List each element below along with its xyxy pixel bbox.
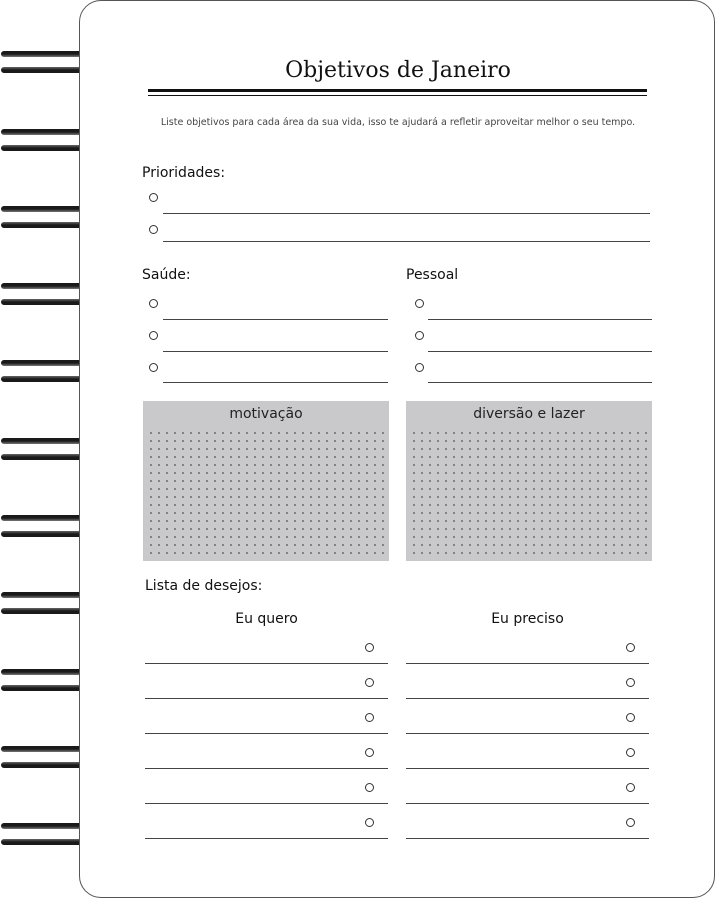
saude-line-1[interactable] [163, 319, 388, 320]
eu-preciso-checkbox[interactable] [626, 783, 635, 792]
eu-quero-line[interactable] [145, 663, 388, 664]
prioridade-line-2[interactable] [163, 241, 650, 242]
prioridade-checkbox-1[interactable] [149, 193, 158, 202]
title-rule-thick [148, 89, 647, 92]
eu-preciso-line[interactable] [406, 663, 649, 664]
eu-preciso-checkbox[interactable] [626, 678, 635, 687]
motivacao-box[interactable] [143, 401, 389, 561]
eu-preciso-line[interactable] [406, 768, 649, 769]
pessoal-checkbox-1[interactable] [415, 299, 424, 308]
eu-preciso-line[interactable] [406, 698, 649, 699]
eu-quero-line[interactable] [145, 733, 388, 734]
page-subtitle: Liste objetivos para cada área da sua vida, isso te ajudará a refletir aproveitar melhor o seu tempo. [160, 117, 636, 128]
saude-line-2[interactable] [163, 351, 388, 352]
eu-quero-checkbox[interactable] [365, 783, 374, 792]
saude-heading: Saúde: [142, 267, 191, 283]
eu-quero-checkbox[interactable] [365, 818, 374, 827]
motivacao-title: motivação [229, 406, 303, 422]
pessoal-heading: Pessoal [406, 267, 459, 283]
saude-checkbox-2[interactable] [149, 331, 158, 340]
diversao-title: diversão e lazer [473, 406, 585, 422]
prioridades-heading: Prioridades: [142, 165, 226, 181]
pessoal-checkbox-3[interactable] [415, 363, 424, 372]
saude-checkbox-3[interactable] [149, 363, 158, 372]
pessoal-line-2[interactable] [428, 351, 652, 352]
motivacao-dot-grid [147, 429, 385, 557]
pessoal-checkbox-2[interactable] [415, 331, 424, 340]
diversao-dot-grid [410, 429, 648, 557]
diversao-box[interactable] [406, 401, 652, 561]
eu-preciso-checkbox[interactable] [626, 713, 635, 722]
eu-quero-line[interactable] [145, 698, 388, 699]
eu-preciso-heading: Eu preciso [491, 611, 564, 627]
eu-preciso-checkbox[interactable] [626, 748, 635, 757]
eu-preciso-checkbox[interactable] [626, 643, 635, 652]
saude-line-3[interactable] [163, 382, 388, 383]
eu-quero-line[interactable] [145, 803, 388, 804]
eu-preciso-line[interactable] [406, 733, 649, 734]
eu-preciso-checkbox[interactable] [626, 818, 635, 827]
eu-quero-checkbox[interactable] [365, 713, 374, 722]
eu-preciso-line[interactable] [406, 838, 649, 839]
eu-quero-line[interactable] [145, 768, 388, 769]
prioridade-line-1[interactable] [163, 213, 650, 214]
eu-quero-checkbox[interactable] [365, 678, 374, 687]
saude-checkbox-1[interactable] [149, 299, 158, 308]
pessoal-line-1[interactable] [428, 319, 652, 320]
lista-desejos-heading: Lista de desejos: [145, 578, 263, 594]
title-rule-thin [148, 95, 647, 96]
eu-preciso-line[interactable] [406, 803, 649, 804]
pessoal-line-3[interactable] [428, 382, 652, 383]
prioridade-checkbox-2[interactable] [149, 225, 158, 234]
eu-quero-heading: Eu quero [235, 611, 298, 627]
eu-quero-line[interactable] [145, 838, 388, 839]
eu-quero-checkbox[interactable] [365, 748, 374, 757]
page-title: Objetivos de Janeiro [285, 58, 511, 83]
eu-quero-checkbox[interactable] [365, 643, 374, 652]
